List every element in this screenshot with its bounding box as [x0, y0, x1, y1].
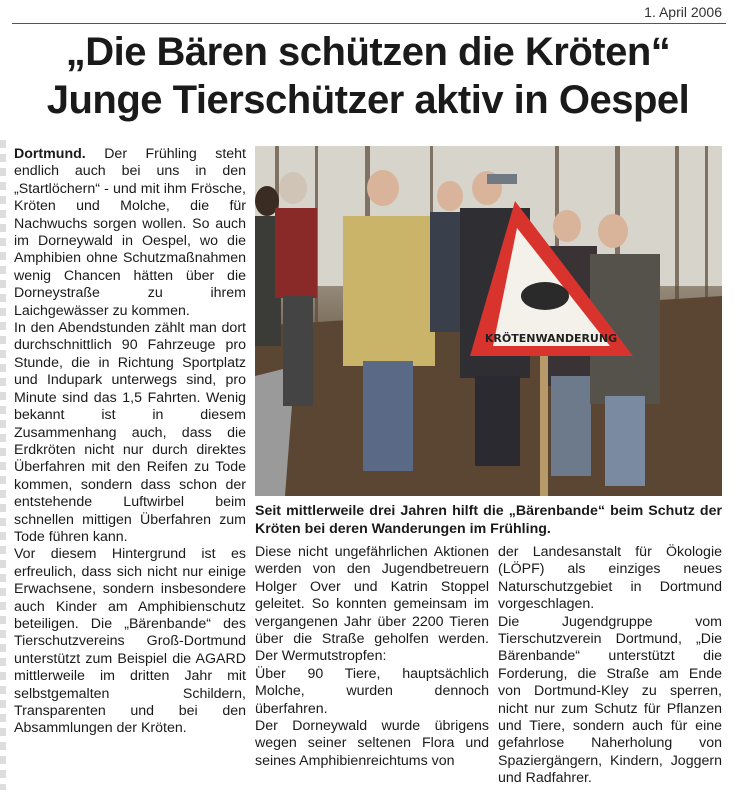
photo-caption: Seit mittlerweile drei Jahren hilft die „Bärenbande“ beim Schutz der Kröten bei deren Wanderungen im Frühling.	[255, 503, 722, 537]
paragraph-4: Diese nicht ungefährlichen Aktionen werden von den Jugendbetreuern Holger Over und Katrin Stoppel geleitet. So konnten gemeinsam im vergangenen Jahr über 2200 Tieren über die Straße geholfen werden. Der Wermutstropfen:	[255, 544, 489, 665]
dateline: Dortmund.	[14, 146, 86, 162]
adjacent-column-edge	[0, 140, 6, 790]
article-photo	[255, 146, 722, 496]
paragraph-6: Der Dorneywald wurde übrigens wegen seiner seltenen Flora und seines Amphibienreichtums von	[255, 718, 489, 769]
article-column-1	[14, 146, 246, 738]
paragraph-1	[14, 146, 246, 320]
article-column-3	[498, 544, 722, 788]
paragraph-3: Vor diesem Hintergrund ist es erfreulich, dass sich nicht nur einige Erwachsene, sondern insbesondere auch Kinder am Amphibienschutz beteiligen. Die „Bärenbande“ des Tierschutzvereins Groß-Dortmund unterstützt zum Beispiel die AGARD mittlerweile im dritten Jahr mit selbstgemalten Schildern, Transparenten und bei den Absammlungen der Kröten.	[14, 546, 246, 737]
paragraph-7: der Landesanstalt für Ökologie (LÖPF) als einziges neues Naturschutzgebiet in Dortmund vorgeschlagen.	[498, 544, 722, 613]
paragraph-2: In den Abendstunden zählt man dort durchschnittlich 90 Fahrzeuge pro Stunde, die in Richtung Sportplatz und Indupark unterwegs sind, pro Minute sind das 1,5 Fahrten. Wenig bekannt ist in diesem Zusammenhang auch, dass die Erdkröten nicht nur durch direktes Überfahren mit den Reifen zu Tode kommen, sondern dass schon der entstehende Luftwirbel beim schnellen mittigen Überfahren zum Tode führen kann.	[14, 320, 246, 545]
headline-line-1: „Die Bären schützen die Kröten“	[65, 30, 671, 74]
paragraph-8: Die Jugendgruppe vom Tierschutzverein Dortmund, „Die Bärenbande“ unterstützt die Forderung, die Straße am Ende von Dortmund-Kley zu sperren, nicht nur zum Schutz für Pflanzen und Tiere, sondern auch für eine gefahrlose Naherholung von Spaziergängern, Kindern, Joggern und Radfahrer.	[498, 613, 722, 787]
headline	[0, 28, 736, 124]
header-rule	[12, 23, 726, 24]
headline-line-2: Junge Tierschützer aktiv in Oespel	[46, 78, 690, 122]
article-column-2	[255, 544, 489, 770]
issue-date: 1. April 2006	[644, 4, 722, 20]
paragraph-1-text: Der Frühling steht endlich auch bei uns in den „Startlöchern“ - und mit ihm Frösche, Kröten und Molche, die für Nachwuchs sorgen wollen. So auch im Dorneywald in Oespel, wo die Amphibien ohne Schutzmaßnahmen wenig Chancen hätten über die Dorneystraße zu ihrem Laichgewässer zu kommen.	[14, 146, 246, 319]
photo-illustration	[255, 146, 722, 496]
sign-text: KRÖTENWANDERUNG	[484, 332, 618, 345]
paragraph-5: Über 90 Tiere, hauptsächlich Molche, wurden dennoch überfahren.	[255, 665, 489, 717]
